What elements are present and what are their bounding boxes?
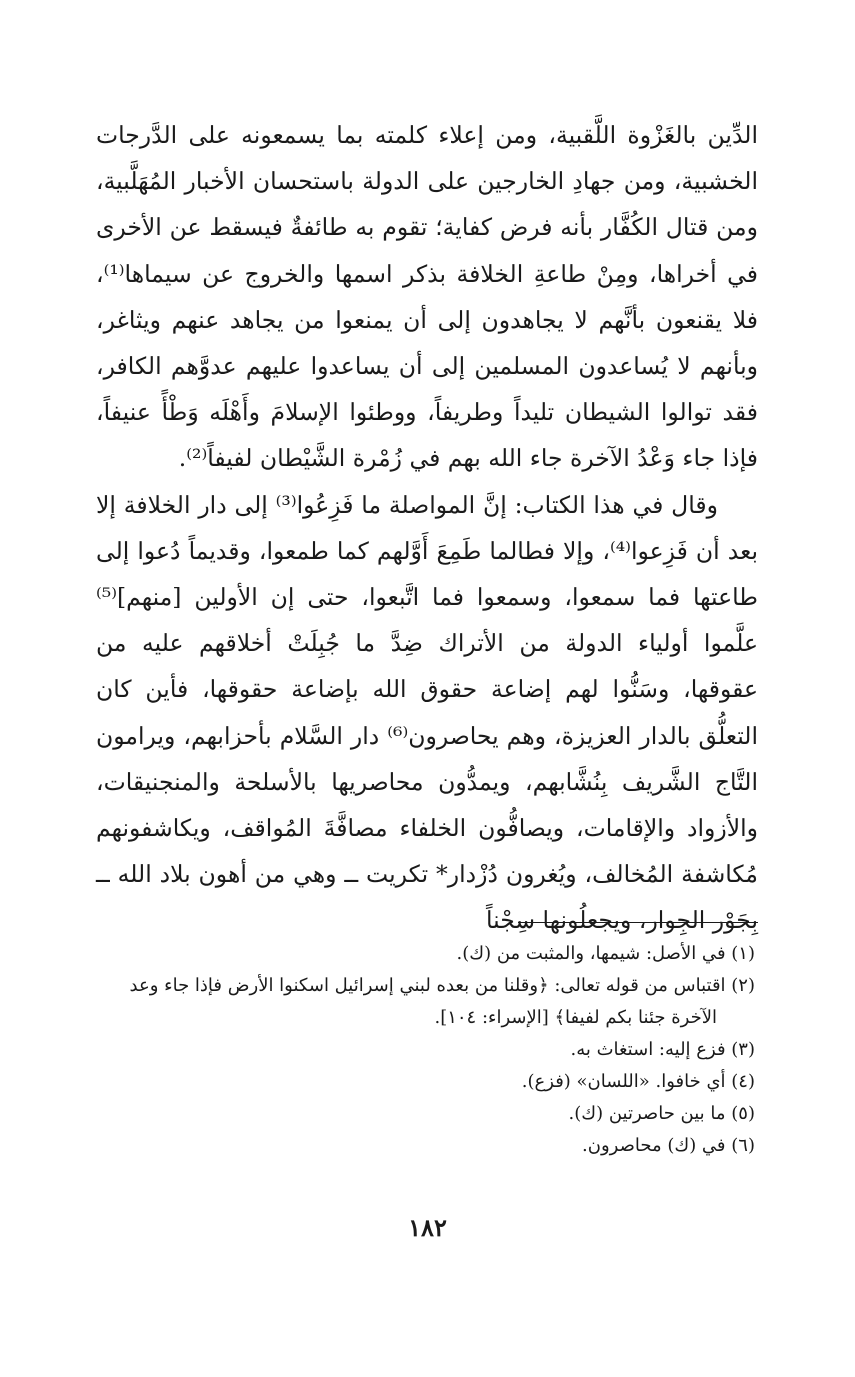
main-text-block [96, 112, 758, 944]
page-number: ١٨٢ [408, 1213, 447, 1242]
footnote-3: (٣) فزع إليه: استغاث به. [570, 1039, 755, 1060]
body-paragraph-1: الدِّين بالغَزْوة اللَّقبية، ومن إعلاء كلمته بما يسمعونه على الدَّرجات الخشبية، ومن جهادِ الخارجين على الدولة باستحسان الأخبار المُهَلَّبية، ومن قتال الكُفَّار بأنه فرض كفاية؛ تقوم به طائفةٌ فيسقط عن الأخرى في أخراها، ومِنْ طاعةِ الخلافة بذكر اسمها والخروج عن سيماها⁽¹⁾، فلا يقنعون بأنَّهم لا يجاهدون إلى أن يمنعوا من يجاهد عنهم ويثاغر، وبأنهم لا يُساعدون المسلمين إلى أن يساعدوا عليهم عدوَّهم الكافر، فقد توالوا الشيطان تليداً وطريفاً، ووطئوا الإسلامَ وأَهْلَه وَطْأً عنيفاً، فإذا جاء وَعْدُ الآخرة جاء الله بهم في زُمْرة الشَّيْطان لفيفاً⁽²⁾. [96, 121, 758, 473]
footnote-5: (٥) ما بين حاصرتين (ك). [568, 1103, 755, 1124]
footnotes-list [95, 938, 755, 1162]
footnote-separator [518, 922, 758, 923]
footnote-6: (٦) في (ك) محاصرون. [582, 1135, 755, 1156]
footnote-4: (٤) أي خافوا. «اللسان» (فزع). [521, 1071, 755, 1092]
footnote-1: (١) في الأصل: شيمها، والمثبت من (ك). [456, 943, 755, 964]
footnote-2: (٢) اقتباس من قوله تعالى: ﴿وقلنا من بعده لبني إسرائيل اسكنوا الأرض فإذا جاء وعد الآخرة جئنا بكم لفيفا﴾ [الإسراء: ١٠٤]. [129, 975, 755, 1028]
body-paragraph-2: وقال في هذا الكتاب: إنَّ المواصلة ما فَزِعُوا⁽³⁾ إلى دار الخلافة إلا بعد أن فَزِعوا⁽⁴⁾، وإلا فطالما طَمِعَ أَوَّلهم كما طمعوا، وقديماً دُعوا إلى طاعتها فما سمعوا، وسمعوا فما اتَّبعوا، حتى إن الأولين [منهم]⁽⁵⁾ علَّموا أولياء الدولة من الأتراك ضِدَّ ما جُبِلَتْ أخلاقهم عليه من عقوقها، وسَنُّوا لهم إضاعة حقوق الله بإضاعة حقوقها، فأين كان التعلُّق بالدار العزيزة، وهم يحاصرون⁽⁶⁾ دار السَّلام بأحزابهم، ويرامون التَّاج الشَّريف بِنُشَّابهم، ويمدُّون محاصريها بالأسلحة والمنجنيقات، والأزواد والإقامات، ويصافُّون الخلفاء مصافَّةَ المُواقف، ويكاشفونهم مُكاشفة المُخالف، ويُغرون دُزْدار* تكريت ــ وهي من أهون بلاد الله ــ بِجَوْر الجِوار، ويجعلُونها سِجْناً [96, 490, 759, 935]
